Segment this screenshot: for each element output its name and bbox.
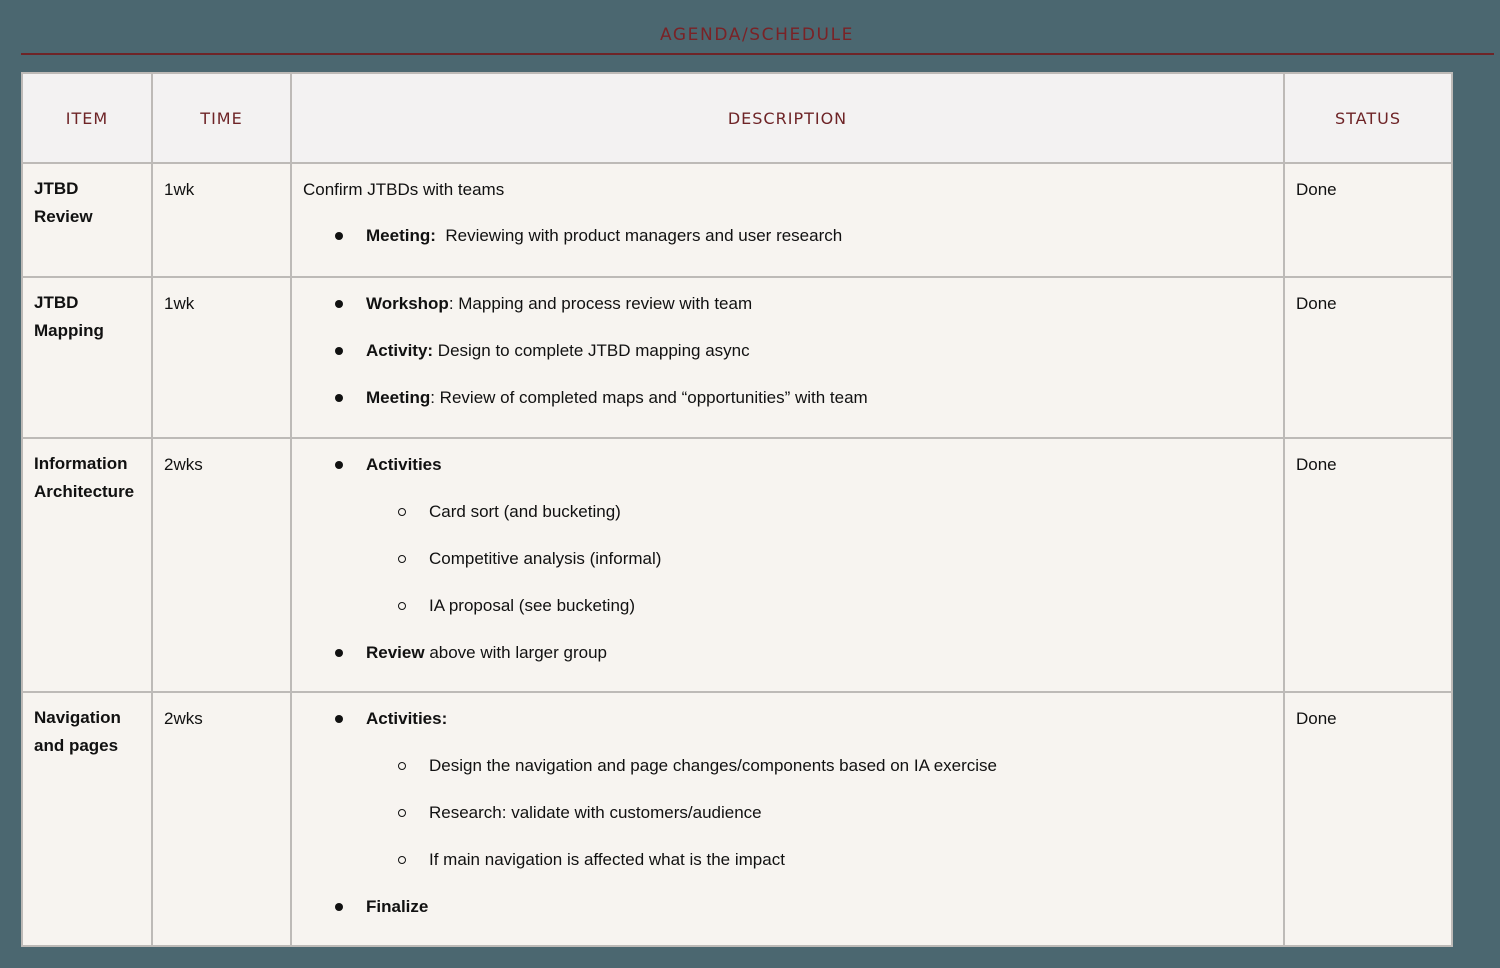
bullet-label: Meeting (366, 388, 431, 407)
header-status: STATUS (1284, 73, 1452, 163)
sub-bullet-text: If main navigation is affected what is the impact (429, 850, 785, 869)
bullet-label: Finalize (366, 897, 429, 916)
status-cell: Done (1284, 277, 1452, 438)
time-cell: 1wk (152, 277, 291, 438)
bullet-icon (335, 461, 343, 469)
hollow-bullet-icon (398, 762, 406, 770)
sub-bullet-text: Competitive analysis (informal) (429, 549, 662, 568)
sub-bullet-list (366, 755, 1273, 870)
bullet-label: Activity: (366, 341, 434, 360)
sub-bullet-text: IA proposal (see bucketing) (429, 596, 636, 615)
time-cell: 1wk (152, 163, 291, 277)
sub-list-item (398, 849, 1273, 870)
header-item: ITEM (22, 73, 152, 163)
bullet-label: Meeting: (366, 226, 436, 245)
status-cell: Done (1284, 163, 1452, 277)
hollow-bullet-icon (398, 602, 406, 610)
list-item (335, 387, 1273, 408)
bullet-text: : Review of completed maps and “opportunities” with team (430, 388, 868, 407)
bullet-icon (335, 903, 343, 911)
bullet-text: Design to complete JTBD mapping async (433, 341, 750, 360)
time-cell: 2wks (152, 438, 291, 692)
bullet-text: Reviewing with product managers and user research (435, 226, 843, 245)
sub-list-item (398, 548, 1273, 569)
list-item (335, 642, 1273, 663)
bullet-icon (335, 715, 343, 723)
bullet-icon (335, 649, 343, 657)
sub-list-item (398, 802, 1273, 823)
item-cell: JTBD Review (22, 163, 152, 277)
item-cell: Navigation and pages (22, 692, 152, 946)
list-item (335, 293, 1273, 314)
list-item (335, 708, 1273, 870)
table-row (22, 692, 1452, 946)
bullet-label: Activities (366, 455, 442, 474)
table-row (22, 438, 1452, 692)
list-item (335, 454, 1273, 616)
bullet-list (303, 454, 1273, 663)
bullet-label: Activities: (366, 709, 448, 728)
table-row (22, 163, 1452, 277)
hollow-bullet-icon (398, 555, 406, 563)
bullet-label: Review (366, 643, 425, 662)
page-title: AGENDA/SCHEDULE (659, 25, 855, 45)
table-row (22, 277, 1452, 438)
bullet-list (303, 708, 1273, 917)
bullet-text: above with larger group (424, 643, 607, 662)
agenda-table (21, 72, 1453, 947)
bullet-label: Workshop (366, 294, 449, 313)
bullet-icon (335, 394, 343, 402)
title-divider (21, 53, 1494, 55)
hollow-bullet-icon (398, 856, 406, 864)
description-cell (291, 438, 1284, 692)
list-item (335, 225, 1273, 246)
list-item (335, 340, 1273, 361)
sub-bullet-text: Research: validate with customers/audience (429, 803, 762, 822)
status-cell: Done (1284, 692, 1452, 946)
bullet-icon (335, 300, 343, 308)
list-item (335, 896, 1273, 917)
header-description: DESCRIPTION (291, 73, 1284, 163)
header-row (22, 73, 1452, 163)
hollow-bullet-icon (398, 508, 406, 516)
sub-list-item (398, 755, 1273, 776)
description-cell (291, 692, 1284, 946)
description-cell (291, 277, 1284, 438)
time-cell: 2wks (152, 692, 291, 946)
hollow-bullet-icon (398, 809, 406, 817)
description-cell (291, 163, 1284, 277)
sub-list-item (398, 595, 1273, 616)
description-lead: Confirm JTBDs with teams (303, 180, 505, 199)
sub-bullet-text: Design the navigation and page changes/components based on IA exercise (429, 756, 998, 775)
bullet-icon (335, 347, 343, 355)
header-time: TIME (152, 73, 291, 163)
bullet-text: : Mapping and process review with team (448, 294, 753, 313)
status-cell: Done (1284, 438, 1452, 692)
sub-list-item (398, 501, 1273, 522)
sub-bullet-list (366, 501, 1273, 616)
bullet-list (303, 225, 1273, 246)
bullet-icon (335, 232, 343, 240)
item-cell: JTBD Mapping (22, 277, 152, 438)
bullet-list (303, 293, 1273, 408)
item-cell: Information Architecture (22, 438, 152, 692)
sub-bullet-text: Card sort (and bucketing) (429, 502, 621, 521)
